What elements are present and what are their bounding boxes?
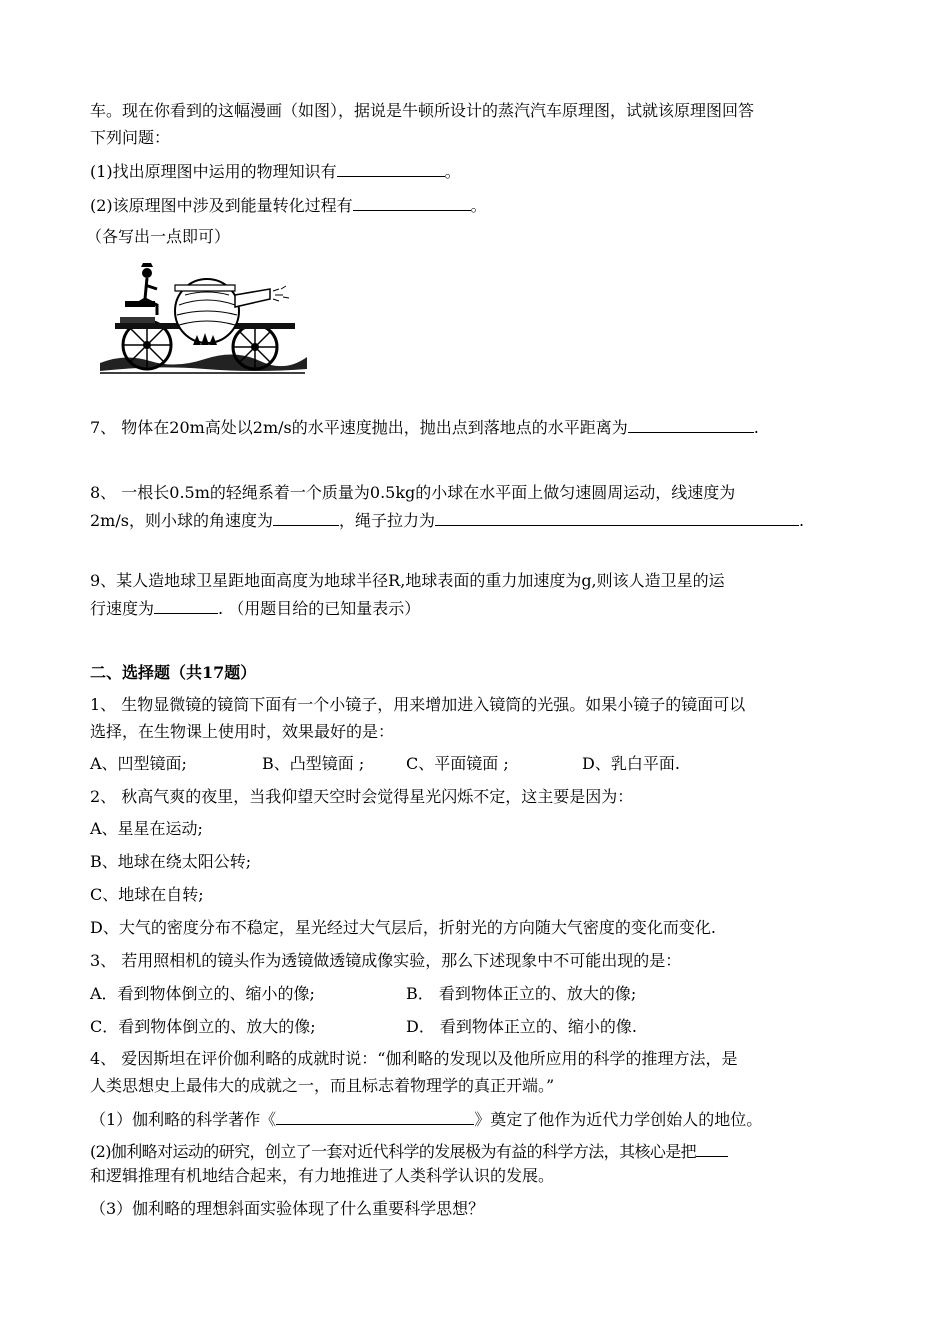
choice-4-sub-1-text-b: 》奠定了他作为近代力学创始人的地位。: [474, 1110, 763, 1129]
answer-blank[interactable]: [696, 1140, 728, 1157]
question-9-text-b: . （用题目给的已知量表示）: [218, 599, 421, 618]
question-8-line-2: [90, 509, 804, 532]
answer-blank[interactable]: [628, 416, 754, 433]
choice-1-line-2: 选择，在生物课上使用时，效果最好的是：: [90, 722, 395, 741]
answer-blank[interactable]: [154, 597, 218, 614]
question-8-line-1: 8、 一根长0.5m的轻绳系着一个质量为0.5kg的小球在水平面上做匀速圆周运动，线速度为: [90, 483, 736, 502]
answer-blank[interactable]: [276, 1108, 474, 1125]
choice-4-sub-3: （3）伽利略的理想斜面实验体现了什么重要科学思想？: [90, 1199, 485, 1218]
choice-4-sub-1: [90, 1108, 762, 1131]
section-2-title: 二、选择题（共17题）: [90, 663, 257, 682]
intro-question-2-text: (2)该原理图中涉及到能量转化过程有: [90, 196, 353, 215]
choice-2-option-a[interactable]: A、星星在运动;: [90, 819, 203, 838]
intro-note: （各写出一点即可）: [86, 227, 231, 246]
choice-1-option-a[interactable]: A、凹型镜面;: [90, 754, 187, 773]
question-8-text-a: 2m/s，则小球的角速度为: [90, 511, 273, 530]
answer-blank[interactable]: [435, 509, 799, 526]
choice-4-sub-2-text-a: (2)伽利略对运动的研究，创立了一套对近代科学的发展极为有益的科学方法，其核心是把: [90, 1142, 697, 1161]
choice-4-line-2: 人类思想史上最伟大的成就之一，而且标志着物理学的真正开端。”: [90, 1076, 555, 1095]
choice-3-options-row-2: [90, 1016, 637, 1038]
answer-blank[interactable]: [337, 160, 445, 177]
choice-3-stem: 3、 若用照相机的镜头作为透镜做透镜成像实验，那么下述现象中不可能出现的是：: [90, 951, 682, 970]
choice-1-option-c[interactable]: C、平面镜面 ;: [406, 754, 509, 773]
question-9-text-a: 行速度为: [90, 599, 155, 618]
question-9-line-1: 9、某人造地球卫星距地面高度为地球半径R,地球表面的重力加速度为g,则该人造卫星的运: [90, 571, 725, 590]
choice-2-stem: 2、 秋高气爽的夜里，当我仰望天空时会觉得星光闪烁不定，这主要是因为：: [90, 787, 634, 806]
question-7-text: 7、 物体在20m高处以2m/s的水平速度抛出，抛出点到落地点的水平距离为: [90, 418, 628, 437]
answer-blank[interactable]: [353, 194, 471, 211]
intro-question-2: [90, 194, 487, 217]
choice-1-option-b[interactable]: B、凸型镜面 ;: [262, 754, 365, 773]
choice-2-option-c[interactable]: C、地球在自转;: [90, 885, 204, 904]
question-8-end: .: [798, 511, 805, 530]
intro-line-2: 下列问题：: [90, 128, 171, 147]
question-7: [90, 416, 759, 439]
choice-3-option-a[interactable]: A．看到物体倒立的、缩小的像;: [90, 984, 315, 1003]
choice-3-option-d[interactable]: D． 看到物体正立的、缩小的像.: [406, 1017, 638, 1036]
intro-question-2-end: 。: [470, 196, 487, 215]
choice-1-line-1: 1、 生物显微镜的镜筒下面有一个小镜子，用来增加进入镜筒的光强。如果小镜子的镜面可以: [90, 695, 746, 714]
intro-question-1: [90, 160, 461, 183]
intro-question-1-end: 。: [444, 162, 461, 181]
answer-blank[interactable]: [273, 509, 339, 526]
choice-1-options: [90, 753, 680, 775]
question-8-text-b: ，绳子拉力为: [338, 511, 435, 530]
intro-line-1: 车。现在你看到的这幅漫画（如图），据说是牛顿所设计的蒸汽汽车原理图，试就该原理图回答: [90, 101, 755, 120]
choice-1-option-d[interactable]: D、乳白平面.: [582, 754, 680, 773]
choice-4-sub-2-line-1: [90, 1140, 728, 1163]
question-9-line-2: [90, 597, 420, 620]
choice-2-option-b[interactable]: B、地球在绕太阳公转;: [90, 852, 252, 871]
choice-4-sub-1-text-a: （1）伽利略的科学著作《: [90, 1110, 277, 1129]
choice-4-sub-2-line-2: 和逻辑推理有机地结合起来，有力地推进了人类科学认识的发展。: [90, 1166, 555, 1185]
intro-question-1-text: (1)找出原理图中运用的物理知识有: [90, 162, 337, 181]
choice-3-option-b[interactable]: B． 看到物体正立的、放大的像;: [406, 984, 637, 1003]
choice-3-options-row-1: [90, 983, 636, 1005]
question-7-end: .: [753, 418, 759, 437]
steam-car-illustration: [95, 255, 310, 383]
choice-2-option-d[interactable]: D、大气的密度分布不稳定，星光经过大气层后，折射光的方向随大气密度的变化而变化.: [90, 918, 716, 937]
choice-4-line-1: 4、 爱因斯坦在评价伽利略的成就时说：“伽利略的发现以及他所应用的科学的推理方法，是: [90, 1049, 738, 1068]
choice-3-option-c[interactable]: C．看到物体倒立的、放大的像;: [90, 1017, 316, 1036]
